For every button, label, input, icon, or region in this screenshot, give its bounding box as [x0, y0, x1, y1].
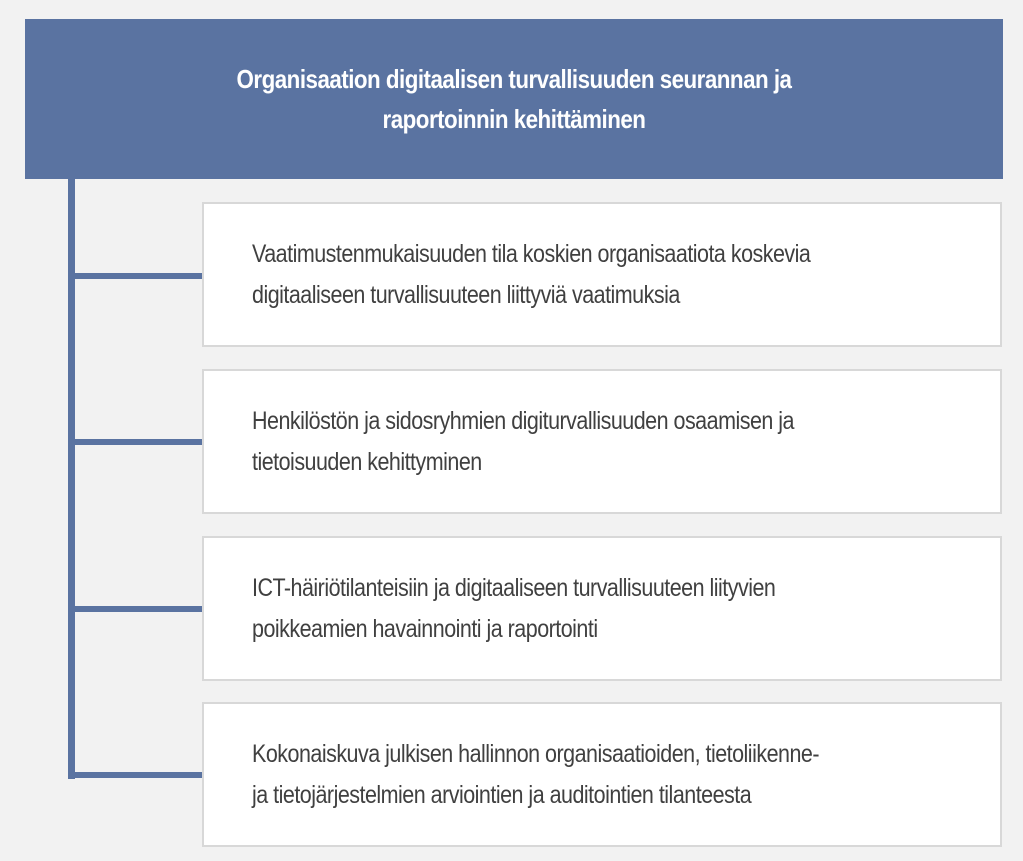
box-line: Vaatimustenmukaisuuden tila koskien organisaatiota koskevia	[252, 239, 811, 268]
diagram-box-incidents	[202, 536, 1002, 681]
box-text	[252, 734, 819, 816]
connector-branch	[68, 772, 202, 778]
connector-trunk	[68, 179, 75, 779]
box-line: tietoisuuden kehittyminen	[252, 447, 482, 476]
box-text	[252, 234, 810, 316]
diagram-box-requirements	[202, 202, 1002, 347]
box-line: poikkeamien havainnointi ja raportointi	[252, 614, 598, 643]
box-line: Kokonaiskuva julkisen hallinnon organisaatioiden, tietoliikenne-	[252, 739, 819, 768]
header-title: Organisaation digitaalisen turvallisuuden seurannan ja raportoinnin kehittäminen	[236, 64, 792, 134]
box-line: digitaaliseen turvallisuuteen liittyviä vaatimuksia	[252, 280, 680, 309]
box-line: ja tietojärjestelmien arviointien ja auditointien tilanteesta	[252, 780, 752, 809]
box-text	[252, 401, 794, 483]
diagram-box-audits	[202, 702, 1002, 847]
diagram-box-competence	[202, 369, 1002, 514]
box-text	[252, 568, 775, 650]
box-line: ICT-häiriötilanteisiin ja digitaaliseen turvallisuuteen liityvien	[252, 573, 776, 602]
connector-branch	[68, 439, 202, 445]
connector-branch	[68, 273, 202, 279]
diagram-header	[25, 19, 1003, 179]
box-line: Henkilöstön ja sidosryhmien digiturvallisuuden osaamisen ja	[252, 406, 795, 435]
connector-branch	[68, 606, 202, 612]
